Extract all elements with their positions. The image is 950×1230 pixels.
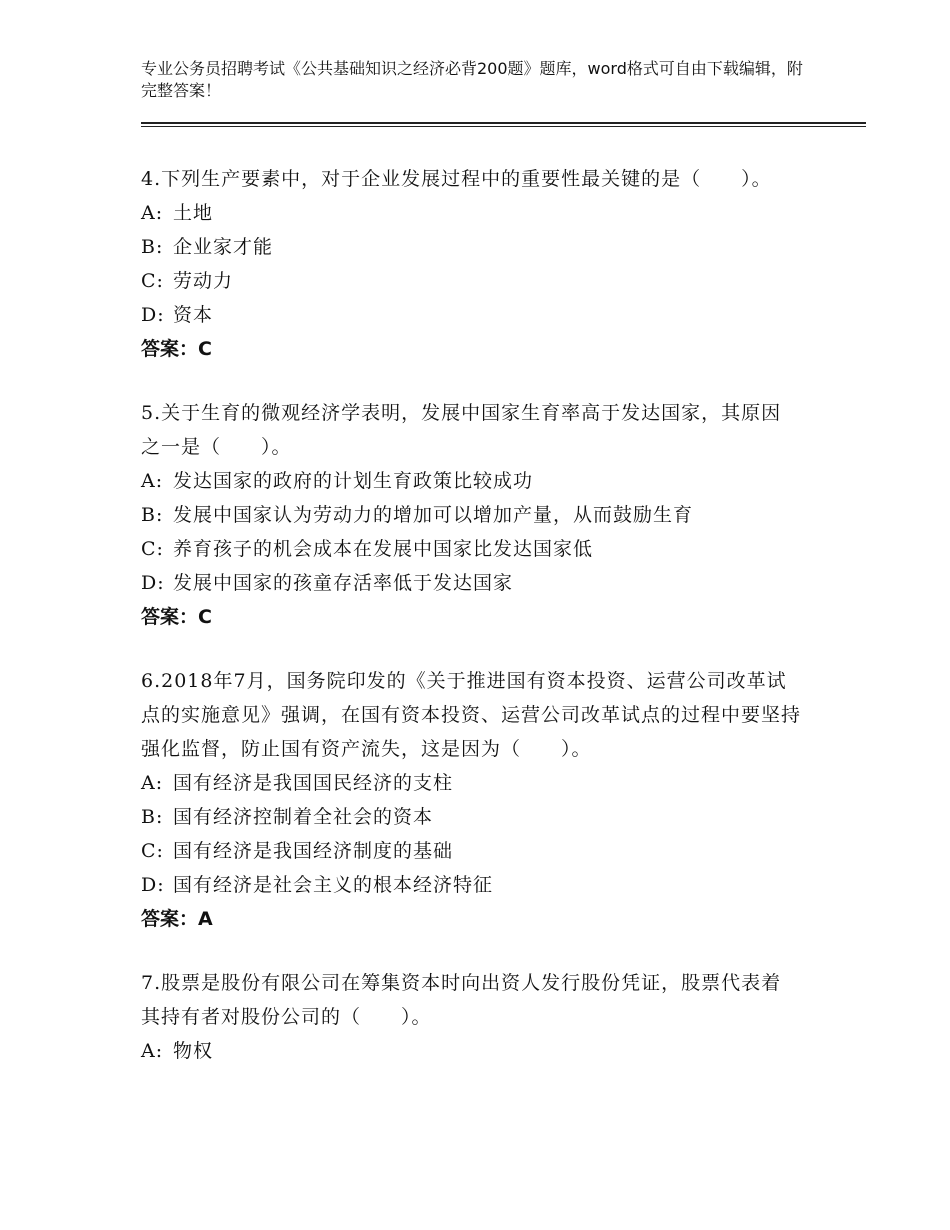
question-text: 7.股票是股份有限公司在筹集资本时向出资人发行股份凭证，股票代表着其持有者对股份公司的（ ）。	[141, 972, 782, 1028]
option-d	[141, 868, 801, 902]
header-divider	[141, 122, 866, 124]
option-c	[141, 834, 801, 868]
question-7	[141, 966, 801, 1068]
option-text: 国有经济控制着全社会的资本	[173, 806, 434, 828]
option-a	[141, 1034, 801, 1068]
answer-value: A	[198, 908, 213, 930]
option-key: A:	[141, 202, 164, 224]
answer-line	[141, 902, 801, 936]
answer-value: C	[198, 606, 212, 628]
option-key: A:	[141, 1040, 164, 1062]
option-text: 发达国家的政府的计划生育政策比较成功	[173, 470, 534, 492]
option-key: D:	[141, 874, 165, 896]
option-d	[141, 298, 801, 332]
question-5	[141, 396, 801, 634]
option-b	[141, 230, 801, 264]
option-a	[141, 766, 801, 800]
option-key: C:	[141, 538, 164, 560]
question-6	[141, 664, 801, 936]
question-text: 4.下列生产要素中，对于企业发展过程中的重要性最关键的是（ ）。	[141, 168, 772, 190]
option-text: 资本	[173, 304, 214, 326]
question-list	[141, 162, 801, 1098]
option-key: C:	[141, 270, 164, 292]
answer-label: 答案：	[141, 606, 199, 628]
option-b	[141, 800, 801, 834]
option-key: B:	[141, 504, 164, 526]
option-d	[141, 566, 801, 600]
option-a	[141, 464, 801, 498]
answer-value: C	[198, 338, 212, 360]
question-text: 6.2018年7月，国务院印发的《关于推进国有资本投资、运营公司改革试点的实施意见》强调，在国有资本投资、运营公司改革试点的过程中要坚持强化监督，防止国有资产流失，这是因为（ ）。	[141, 670, 802, 760]
question-text: 5.关于生育的微观经济学表明，发展中国家生育率高于发达国家，其原因之一是（ ）。	[141, 402, 782, 458]
option-text: 国有经济是社会主义的根本经济特征	[173, 874, 494, 896]
header-divider-thin	[141, 126, 866, 127]
option-c	[141, 532, 801, 566]
option-key: A:	[141, 772, 164, 794]
option-text: 发展中国家的孩童存活率低于发达国家	[173, 572, 514, 594]
answer-line	[141, 600, 801, 634]
option-text: 养育孩子的机会成本在发展中国家比发达国家低	[173, 538, 594, 560]
page-header: 专业公务员招聘考试《公共基础知识之经济必背200题》题库，word格式可自由下载编辑，附完整答案！	[141, 59, 803, 100]
option-key: B:	[141, 236, 164, 258]
option-text: 国有经济是我国经济制度的基础	[173, 840, 454, 862]
option-key: C:	[141, 840, 164, 862]
option-key: A:	[141, 470, 164, 492]
option-text: 物权	[173, 1040, 214, 1062]
option-text: 国有经济是我国国民经济的支柱	[173, 772, 454, 794]
option-b	[141, 498, 801, 532]
option-text: 企业家才能	[173, 236, 274, 258]
option-key: B:	[141, 806, 164, 828]
option-a	[141, 196, 801, 230]
answer-label: 答案：	[141, 908, 199, 930]
option-key: D:	[141, 304, 165, 326]
option-text: 土地	[173, 202, 214, 224]
option-key: D:	[141, 572, 165, 594]
option-text: 发展中国家认为劳动力的增加可以增加产量，从而鼓励生育	[173, 504, 694, 526]
question-4	[141, 162, 801, 366]
option-c	[141, 264, 801, 298]
answer-label: 答案：	[141, 338, 199, 360]
answer-line	[141, 332, 801, 366]
option-text: 劳动力	[173, 270, 234, 292]
